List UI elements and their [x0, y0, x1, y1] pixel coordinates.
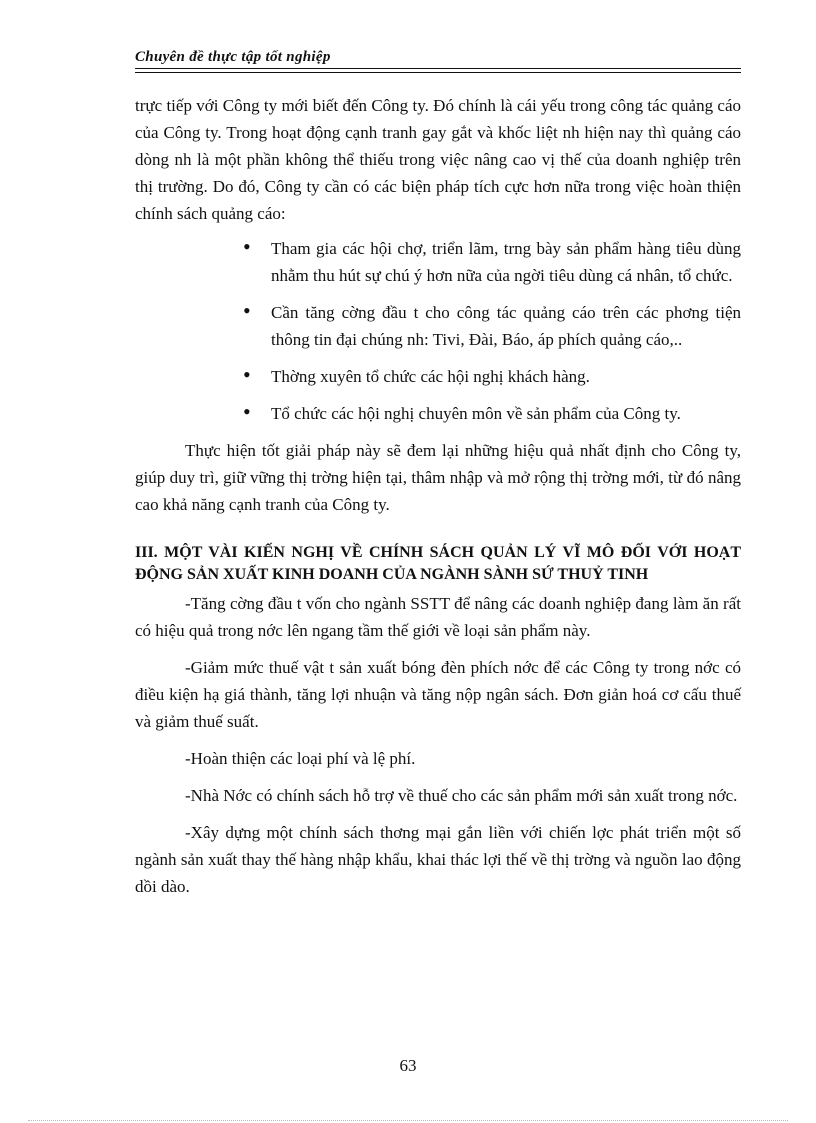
header-title: Chuyên đề thực tập tốt nghiệp	[135, 49, 331, 65]
bullet-icon: •	[243, 399, 251, 424]
bullet-icon: •	[243, 298, 251, 323]
recommendation-paragraph: -Nhà Nớc có chính sách hỗ trợ về thuế cho các sản phẩm mới sản xuất trong nớc.	[185, 786, 738, 805]
bullet-item	[243, 362, 741, 390]
recommendation-paragraph: -Tăng cờng đầu t vốn cho ngành SSTT để nâng các doanh nghiệp đang làm ăn rất có hiệu quả trong nớc lên ngang tầm thế giới về loại sản phẩm này.	[135, 594, 741, 640]
bullet-item	[243, 298, 741, 353]
bullet-text: Cần tăng cờng đầu t cho công tác quảng cáo trên các phơng tiện thông tin đại chúng nh: Tivi, Đài, Báo, áp phích quảng cáo,..	[271, 303, 741, 349]
recommendation-paragraph: -Hoàn thiện các loại phí và lệ phí.	[185, 749, 416, 768]
recommendation-paragraph: -Xây dựng một chính sách thơng mại gắn liền với chiến lợc phát triển một số ngành sản xuất thay thế hàng nhập khẩu, khai thác lợi thế về thị trờng và nguồn lao động dồi dào.	[135, 823, 741, 896]
header-rule-top	[135, 68, 741, 69]
bullet-icon: •	[243, 362, 251, 387]
bullet-list	[135, 235, 741, 427]
document-body	[135, 92, 741, 910]
page-header	[135, 48, 741, 66]
bullet-icon: •	[243, 234, 251, 259]
recommendation-paragraph: -Giảm mức thuế vật t sản xuất bóng đèn phích nớc để các Công ty trong nớc có điều kiện hạ giá thành, tăng lợi nhuận và tăng nộp ngân sách. Đơn giản hoá cơ cấu thuế và giảm thuế suất.	[135, 658, 741, 731]
bullet-text: Tham gia các hội chợ, triển lãm, trng bày sản phẩm hàng tiêu dùng nhằm thu hút sự chú ý hơn nữa của ngời tiêu dùng cá nhân, tổ chức.	[271, 239, 741, 285]
intro-paragraph: trực tiếp với Công ty mới biết đến Công ty. Đó chính là cái yếu trong công tác quảng cáo của Công ty. Trong hoạt động cạnh tranh gay gắt và khốc liệt nh hiện nay thì quảng cáo dòng nh là một phần không thể thiếu trong việc nâng cao vị thế của doanh nghiệp trên thị trường. Do đó, Công ty cần có các biện pháp tích cực hơn nữa trong việc hoàn thiện chính sách quảng cáo:	[135, 96, 741, 223]
bullet-item	[243, 234, 741, 289]
section-heading: III. MỘT VÀI KIẾN NGHỊ VỀ CHÍNH SÁCH QUẢN LÝ VĨ MÔ ĐỐI VỚI HOẠT ĐỘNG SẢN XUẤT KINH DOANH CỦA NGÀNH SÀNH SỨ THUỶ TINH	[135, 544, 741, 583]
page-bottom-border	[28, 1120, 788, 1121]
page-number: 63	[399, 1056, 417, 1075]
bullet-text: Tổ chức các hội nghị chuyên môn về sản phẩm của Công ty.	[271, 404, 681, 423]
summary-paragraph: Thực hiện tốt giải pháp này sẽ đem lại những hiệu quả nhất định cho Công ty, giúp duy trì, giữ vững thị trờng hiện tại, thâm nhập và mở rộng thị trờng mới, từ đó nâng cao khả năng cạnh tranh của Công ty.	[135, 441, 741, 514]
header-rule-bottom	[135, 72, 741, 73]
bullet-text: Thờng xuyên tổ chức các hội nghị khách hàng.	[271, 367, 590, 386]
bullet-item	[243, 399, 741, 427]
